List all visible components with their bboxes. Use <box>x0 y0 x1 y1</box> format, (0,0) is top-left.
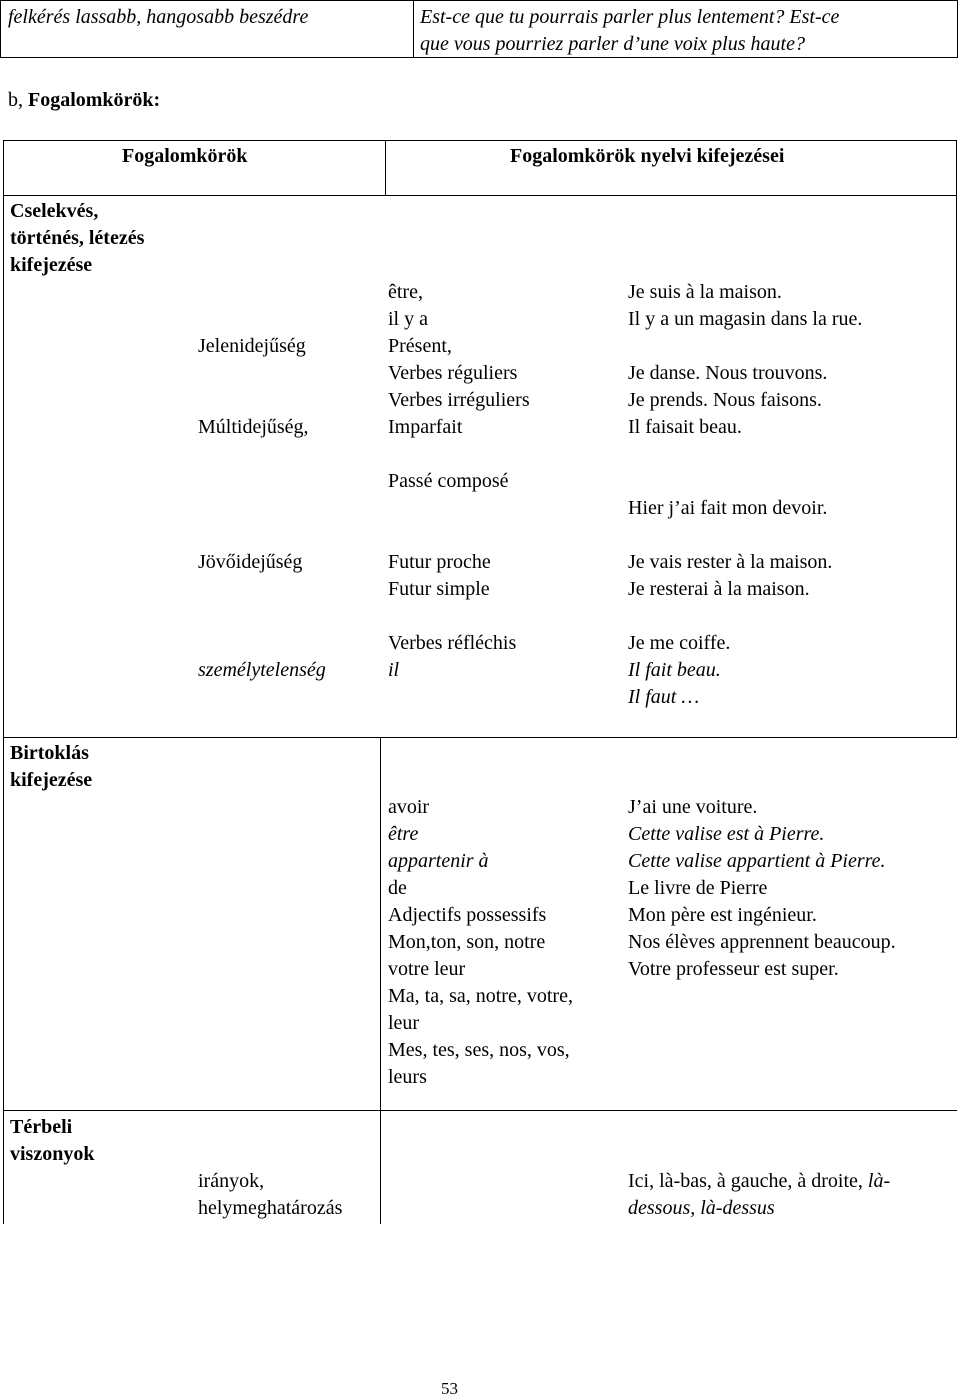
table-header-divider <box>385 140 386 196</box>
group2-label-line2: kifejezése <box>10 769 93 791</box>
poss-form-11: leurs <box>388 1066 427 1088</box>
group3-label-line1: Térbeli <box>10 1116 73 1138</box>
poss-example-2: Cette valise est à Pierre. <box>628 823 825 845</box>
group3-label-line2: viszonyok <box>10 1143 95 1165</box>
spatial-example-plain: Ici, là-bas, à gauche, à droite, <box>628 1170 863 1192</box>
request-example-line1: Est-ce que tu pourrais parler plus lentement? Est-ce <box>420 6 840 28</box>
form-futur-simple: Futur simple <box>388 578 490 600</box>
poss-example-7: Votre professeur est super. <box>628 958 839 980</box>
sub-future: Jövőidejűség <box>198 551 303 573</box>
poss-form-10: Mes, tes, ses, nos, vos, <box>388 1039 570 1061</box>
page-number: 53 <box>441 1379 458 1398</box>
group1-label-line1: Cselekvés, <box>10 200 99 222</box>
poss-example-5: Mon père est ingénieur. <box>628 904 817 926</box>
table-border-left <box>3 140 4 1224</box>
spatial-sub-line1: irányok, <box>198 1170 265 1192</box>
header-concepts: Fogalomkörök <box>122 145 248 167</box>
spatial-sub-line2: helymeghatározás <box>198 1197 343 1219</box>
group2-label-line1: Birtoklás <box>10 742 89 764</box>
form-reflechis: Verbes réfléchis <box>388 632 517 654</box>
form-etre: être, <box>388 281 423 303</box>
example-5: Il faisait beau. <box>628 416 742 438</box>
form-irregular: Verbes irréguliers <box>388 389 530 411</box>
example-6: Hier j’ai fait mon devoir. <box>628 497 828 519</box>
sub-impersonal: személytelenség <box>198 659 326 681</box>
poss-example-6: Nos élèves apprennent beaucoup. <box>628 931 896 953</box>
example-3: Je danse. Nous trouvons. <box>628 362 828 384</box>
poss-example-4: Le livre de Pierre <box>628 877 768 899</box>
form-regular: Verbes réguliers <box>388 362 518 384</box>
header-expressions: Fogalomkörök nyelvi kifejezései <box>510 145 785 167</box>
section-heading-prefix: b, <box>8 89 23 111</box>
example-8: Je resterai à la maison. <box>628 578 810 600</box>
spatial-example-italic1: là- <box>862 1170 891 1192</box>
section-heading-title: Fogalomkörök: <box>28 89 161 111</box>
poss-form-3: appartenir à <box>388 850 489 872</box>
form-passe-compose: Passé composé <box>388 470 509 492</box>
group1-label-line2: történés, létezés <box>10 227 145 249</box>
table-header-bottom <box>3 195 957 196</box>
form-il-y-a: il y a <box>388 308 428 330</box>
form-present: Présent, <box>388 335 452 357</box>
top-table-border-top <box>0 0 958 1</box>
row2-row3-divider <box>3 1110 957 1111</box>
poss-example-1: J’ai une voiture. <box>628 796 758 818</box>
table-border-right <box>956 140 957 738</box>
example-1: Je suis à la maison. <box>628 281 782 303</box>
row3-divider <box>380 1110 381 1224</box>
poss-form-7: votre leur <box>388 958 466 980</box>
example-9: Je me coiffe. <box>628 632 731 654</box>
group1-label-line3: kifejezése <box>10 254 93 276</box>
example-10: Il fait beau. <box>628 659 721 681</box>
row1-row2-divider <box>3 737 957 738</box>
sub-present: Jelenidejűség <box>198 335 306 357</box>
spatial-example-line2: dessous, là-dessus <box>628 1197 775 1219</box>
example-11: Il faut … <box>628 686 700 708</box>
poss-form-6: Mon,ton, son, notre <box>388 931 546 953</box>
row2-divider <box>380 737 381 1111</box>
form-futur-proche: Futur proche <box>388 551 491 573</box>
form-imparfait: Imparfait <box>388 416 463 438</box>
request-example-line2: que vous pourriez parler d’une voix plus haute? <box>420 33 805 55</box>
poss-example-3: Cette valise appartient à Pierre. <box>628 850 886 872</box>
request-label: felkérés lassabb, hangosabb beszédre <box>8 6 309 28</box>
sub-past: Múltidejűség, <box>198 416 309 438</box>
top-table-border-left <box>0 0 1 58</box>
form-il: il <box>388 659 400 681</box>
poss-form-4: de <box>388 877 407 899</box>
section-heading <box>8 87 160 114</box>
example-2: Il y a un magasin dans la rue. <box>628 308 863 330</box>
example-4: Je prends. Nous faisons. <box>628 389 822 411</box>
poss-form-1: avoir <box>388 796 430 818</box>
spatial-example-line1 <box>628 1168 890 1195</box>
top-table-border-right <box>957 0 958 58</box>
poss-form-8: Ma, ta, sa, notre, votre, <box>388 985 573 1007</box>
example-7: Je vais rester à la maison. <box>628 551 833 573</box>
table-border-top <box>3 140 957 141</box>
poss-form-5: Adjectifs possessifs <box>388 904 547 926</box>
poss-form-9: leur <box>388 1012 420 1034</box>
top-table-border-mid <box>413 0 414 58</box>
poss-form-2: être <box>388 823 419 845</box>
